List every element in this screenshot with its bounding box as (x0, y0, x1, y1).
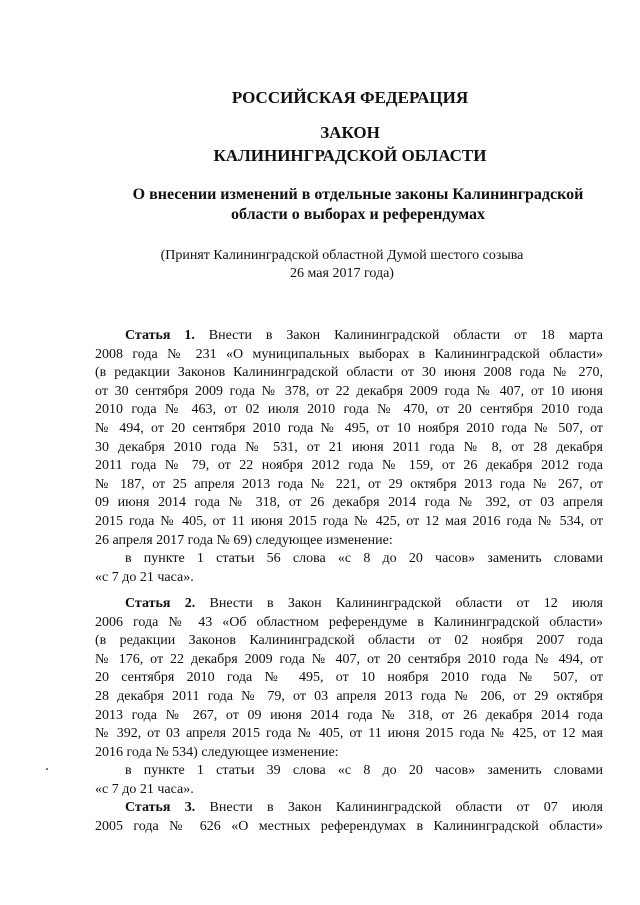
article-line: 20 сентября 2010 года № 495, от 10 ноября 2010 года № 507, от (95, 670, 603, 686)
article-first-line: Статья 3. Внести в Закон Калининградской области от 07 июля (125, 800, 603, 815)
article-line: 2015 года № 405, от 11 июня 2015 года № 425, от 12 мая 2016 года № 534, от (95, 513, 603, 529)
article-line: 2008 года № 231 «О муниципальных выборах в Калининградской области» (95, 346, 603, 362)
article-line: 2010 года № 463, от 02 июля 2010 года № 470, от 20 сентября 2010 года (95, 402, 603, 418)
article-line: (в редакции Законов Калининградской области от 30 июня 2008 года № 270, (95, 365, 603, 381)
change-line: в пункте 1 статьи 56 слова «с 8 до 20 часов» заменить словами (125, 551, 603, 567)
article-first-line: Статья 1. Внести в Закон Калининградской области от 18 марта (125, 328, 603, 343)
article-label: Статья 1. (125, 328, 195, 343)
article-line: № 176, от 22 декабря 2009 года № 407, от 20 сентября 2010 года № 494, от (95, 651, 603, 667)
article-3 (95, 799, 603, 836)
article-2 (95, 595, 603, 800)
scan-speck (46, 768, 48, 770)
law-heading: ЗАКОН (320, 123, 380, 142)
article-line: 2011 года № 79, от 22 ноября 2012 года № 159, от 26 декабря 2012 года (95, 458, 603, 474)
article-line: 30 декабря 2010 года № 531, от 21 июня 2011 года № 8, от 28 декабря (95, 439, 603, 455)
adoption-note: (Принят Калининградской областной Думой шестого созыва (160, 248, 524, 263)
law-title-line: области о выборах и референдумах (230, 206, 486, 223)
change-line: «с 7 до 21 часа». (95, 781, 194, 797)
article-1 (95, 327, 603, 587)
article-line: № 494, от 20 сентября 2010 года № 495, от 10 ноября 2010 года № 507, от (95, 420, 603, 436)
law-title-line: О внесении изменений в отдельные законы Калининградской (132, 186, 584, 203)
article-line: 2013 года № 267, от 09 июня 2014 года № 318, от 26 декабря 2014 года (95, 707, 603, 723)
article-line: 26 апреля 2017 года № 69) следующее изменение: (95, 532, 393, 548)
article-line: от 30 сентября 2009 года № 378, от 22 декабря 2009 года № 407, от 10 июня (95, 383, 603, 399)
article-line: № 392, от 03 апреля 2015 года № 405, от 11 июня 2015 года № 425, от 12 мая (95, 726, 603, 742)
change-line: в пункте 1 статьи 39 слова «с 8 до 20 часов» заменить словами (125, 763, 603, 779)
article-line: 09 июня 2014 года № 318, от 26 декабря 2014 года № 392, от 03 апреля (95, 495, 603, 511)
change-line: «с 7 до 21 часа». (95, 569, 194, 585)
article-line: № 187, от 25 апреля 2013 года № 221, от 29 октября 2013 года № 267, от (95, 476, 603, 492)
article-first-line: Статья 2. Внести в Закон Калининградской области от 12 июля (125, 596, 603, 611)
country-heading: РОССИЙСКАЯ ФЕДЕРАЦИЯ (231, 88, 469, 107)
article-line: 2006 года № 43 «Об областном референдуме в Калининградской области» (95, 614, 603, 630)
article-label: Статья 2. (125, 596, 196, 611)
article-line: 28 декабря 2011 года № 79, от 03 апреля 2013 года № 206, от 29 октября (95, 688, 603, 704)
article-line: (в редакции Законов Калининградской области от 02 ноября 2007 года (95, 633, 603, 649)
article-label: Статья 3. (125, 800, 196, 815)
article-line: 2016 года № 534) следующее изменение: (95, 744, 339, 760)
region-heading: КАЛИНИНГРАДСКОЙ ОБЛАСТИ (213, 146, 487, 165)
article-line: 2005 года № 626 «О местных референдумах в Калининградской области» (95, 818, 603, 834)
adoption-date: 26 мая 2017 года) (290, 266, 394, 281)
